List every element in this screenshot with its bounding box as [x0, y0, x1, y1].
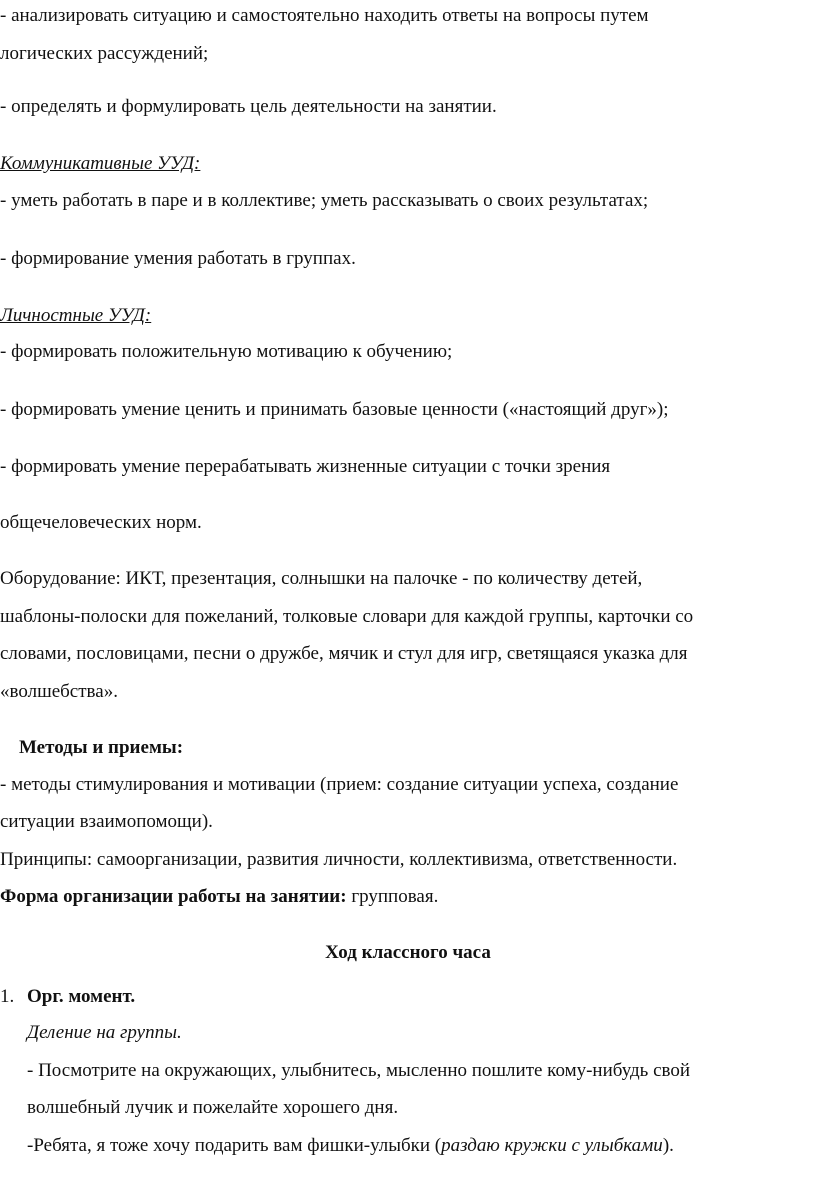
text-line: - формировать умение ценить и принимать базовые ценности («настоящий друг»);: [0, 399, 669, 420]
text-line: волшебный лучик и пожелайте хорошего дня.: [27, 1097, 399, 1118]
text-line: - Посмотрите на окружающих, улыбнитесь, мысленно пошлите кому-нибудь свой: [27, 1060, 691, 1081]
text-line: [27, 1135, 674, 1157]
form-value: групповая.: [346, 886, 439, 907]
text-line: - формирование умения работать в группах.: [0, 248, 356, 269]
equipment-line: словами, пословицами, песни о дружбе, мячик и стул для игр, светящаяся указка для: [0, 643, 688, 664]
methods-line: - методы стимулирования и мотивации (прием: создание ситуации успеха, создание: [0, 774, 679, 795]
form-label: Форма организации работы на занятии:: [0, 886, 347, 907]
section-heading-communicative: Коммуникативные УУД:: [0, 153, 201, 174]
principles-line: Принципы: самоорганизации, развития личности, коллективизма, ответственности.: [0, 849, 678, 870]
methods-line: ситуации взаимопомощи).: [0, 811, 213, 832]
equipment-line: Оборудование: ИКТ, презентация, солнышки на палочке - по количеству детей,: [0, 568, 643, 589]
list-item-title: Орг. момент.: [27, 986, 136, 1007]
text-line: - уметь работать в паре и в коллективе; уметь рассказывать о своих результатах;: [0, 190, 649, 211]
text-segment-italic: раздаю кружки с улыбками: [441, 1135, 663, 1156]
equipment-line: шаблоны-полоски для пожеланий, толковые словари для каждой группы, карточки со: [0, 606, 694, 627]
form-line: [0, 886, 438, 908]
text-line: - определять и формулировать цель деятельности на занятии.: [0, 96, 497, 117]
course-heading: Ход классного часа: [325, 942, 491, 963]
text-line: - формировать умение перерабатывать жизненные ситуации с точки зрения: [0, 456, 611, 477]
text-line: - формировать положительную мотивацию к обучению;: [0, 341, 453, 362]
list-number: 1.: [0, 986, 15, 1007]
list-item-1: [0, 986, 14, 1008]
text-line: логических рассуждений;: [0, 43, 209, 64]
text-line: - анализировать ситуацию и самостоятельно находить ответы на вопросы путем: [0, 5, 649, 26]
text-segment: ).: [662, 1135, 674, 1156]
section-heading-personal: Личностные УУД:: [0, 305, 152, 326]
list-item-subtitle: Деление на группы.: [27, 1022, 182, 1043]
text-segment: -Ребята, я тоже хочу подарить вам фишки-улыбки (: [27, 1135, 442, 1156]
methods-heading: Методы и приемы:: [19, 737, 184, 758]
equipment-line: «волшебства».: [0, 681, 118, 702]
text-line: общечеловеческих норм.: [0, 512, 202, 533]
